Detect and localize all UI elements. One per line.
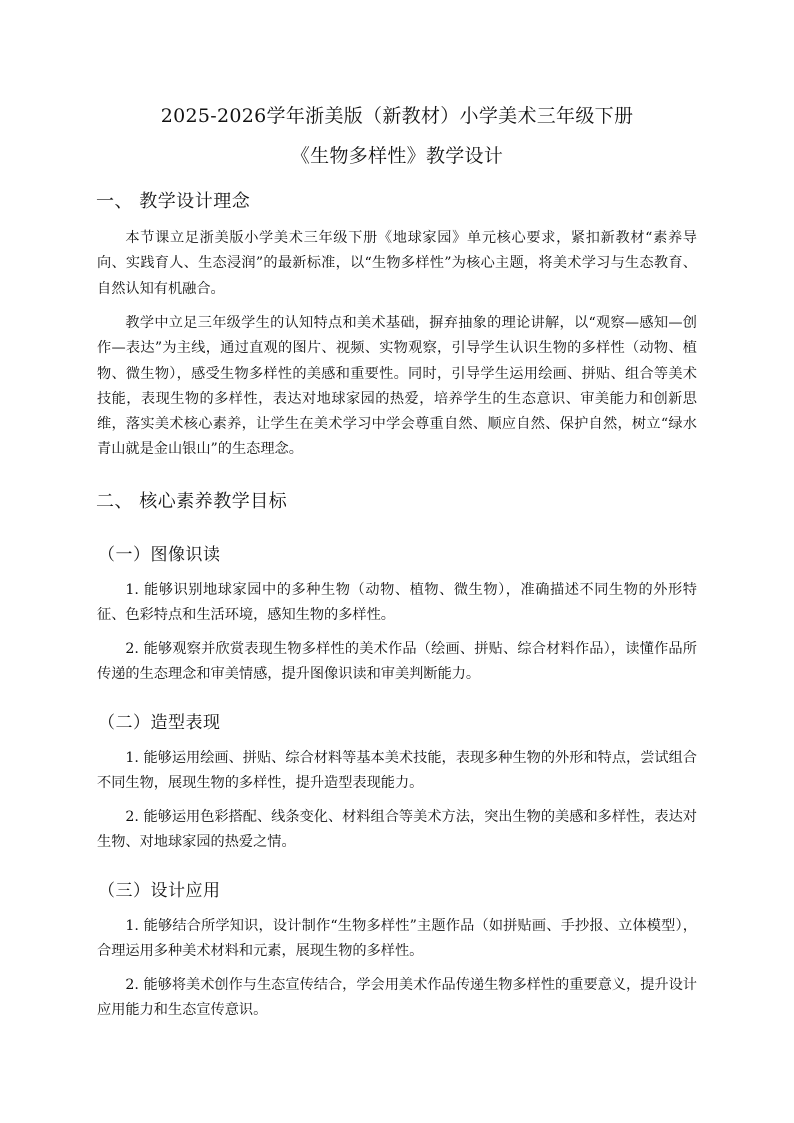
modeling-item-1: 1. 能够运用绘画、拼贴、综合材料等基本美术技能，表现多种生物的外形和特点，尝试组合不同生物，展现生物的多样性，提升造型表现能力。 — [97, 750, 697, 792]
design-item-1: 1. 能够结合所学知识，设计制作“生物多样性”主题作品（如拼贴画、手抄报、立体模型），合理运用多种美术材料和元素，展现生物的多样性。 — [97, 918, 697, 960]
section1-heading: 一、 教学设计理念 — [96, 191, 251, 212]
document-title-line2: 《生物多样性》教学设计 — [290, 145, 504, 167]
section1-paragraph-2: 教学中立足三年级学生的认知特点和美术基础，摒弃抽象的理论讲解，以“观察—感知—创作—表达”为主线，通过直观的图片、视频、实物观察，引导学生认识生物的多样性（动物、植物、微生物），感受生物多样性的美感和重要性。同时，引导学生运用绘画、拼贴、组合等美术技能，表现生物的多样性，表达对地球家园的热爱，培养学生的生态意识、审美能力和创新思维，落实美术核心素养，让学生在美术学习中学会尊重自然、顺应自然、保护自然，树立“绿水青山就是金山银山”的生态理念。 — [97, 315, 697, 458]
section2-heading: 二、 核心素养教学目标 — [96, 491, 288, 512]
image-reading-item-1: 1. 能够识别地球家园中的多种生物（动物、植物、微生物），准确描述不同生物的外形特征、色彩特点和生活环境，感知生物的多样性。 — [97, 582, 697, 624]
section1-paragraph-1: 本节课立足浙美版小学美术三年级下册《地球家园》单元核心要求，紧扣新教材“素养导向、实践育人、生态浸润”的最新标准，以“生物多样性”为核心主题，将美术学习与生态教育、自然认知有机融合。 — [97, 230, 697, 297]
modeling-item-2: 2. 能够运用色彩搭配、线条变化、材料组合等美术方法，突出生物的美感和多样性，表达对生物、对地球家园的热爱之情。 — [97, 809, 697, 851]
document-title-line1: 2025-2026学年浙美版（新教材）小学美术三年级下册 — [160, 105, 634, 127]
image-reading-item-2: 2. 能够观察并欣赏表现生物多样性的美术作品（绘画、拼贴、综合材料作品），读懂作品所传递的生态理念和审美情感，提升图像识读和审美判断能力。 — [97, 641, 697, 683]
subsection-image-reading-heading: （一）图像识读 — [98, 545, 221, 565]
subsection-modeling-heading: （二）造型表现 — [98, 713, 221, 733]
subsection-design-heading: （三）设计应用 — [98, 881, 221, 901]
design-item-2: 2. 能够将美术创作与生态宣传结合，学会用美术作品传递生物多样性的重要意义，提升设计应用能力和生态宣传意识。 — [97, 977, 697, 1019]
